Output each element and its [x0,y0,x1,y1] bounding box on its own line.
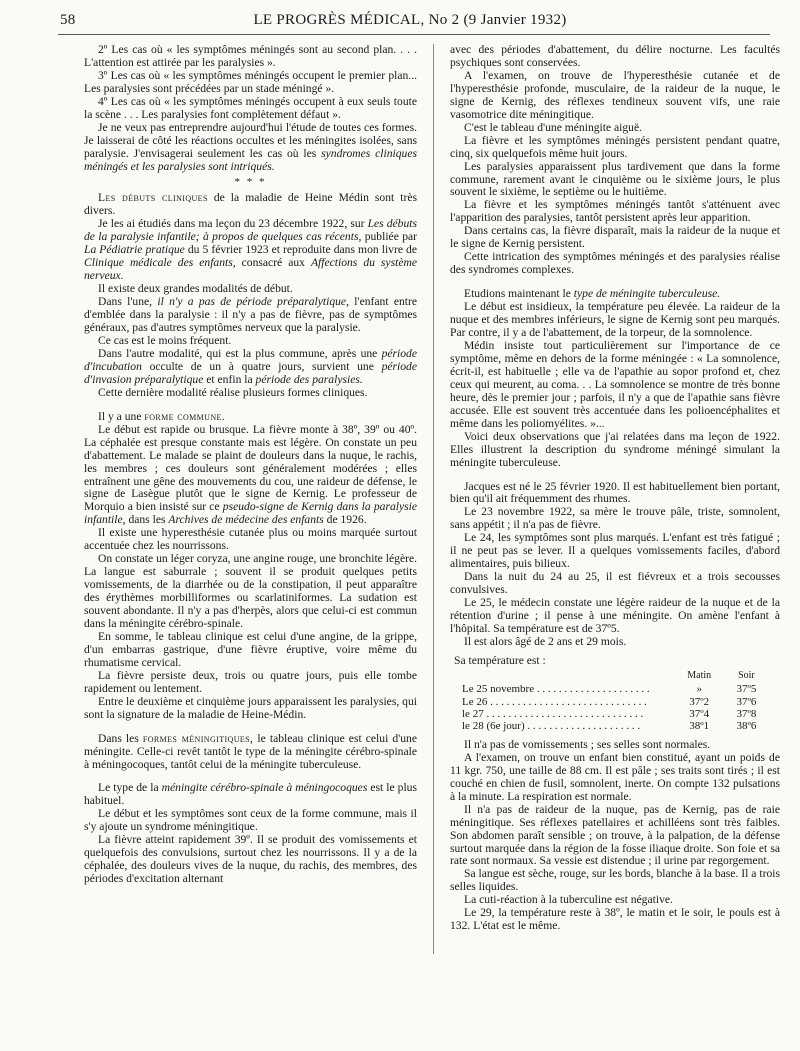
paragraph: A l'examen, on trouve de l'hyperesthésie cutanée et de l'hyperesthésie profonde, musculaire, de la raideur de la nuque, le signe de Kernig, des réflexes tendineux souvent vifs, une raie vasomotrice dite méningitique. [450,68,780,121]
table-row: Le 26 . . . . . . . . . . . . . . . . . . . . . . . . . . . . . 37º2 37º6 [462,695,757,708]
paragraph: Il y a une forme commune. [98,409,226,423]
paragraph: La fièvre atteint rapidement 39º. Il se produit des vomissements et quelquefois des convulsions, surtout chez les nourrissons. Il y a de la céphalée, des douleurs vives de la nuque, du rachis, des membres, des périodes d'excitation alternant [84,833,417,886]
paragraph: Dans les formes méningitiques, le tableau clinique est celui d'une méningite. Celle-ci revêt tantôt le type de la méningite cérébro-spinale à méningocoques, tantôt celui de la méningite tuberculeuse. [84,731,417,771]
paragraph: Jacques est né le 25 février 1920. Il est habituellement bien portant, bien qu'il ait fréquemment des rhumes. [450,479,780,506]
paragraph: Je ne veux pas entreprendre aujourd'hui l'étude de toutes ces formes. Je laisserai de côté les réactions occultes et les méningites isolées, sans paralysie. J'envisagerai seulement les cas où les syndromes cliniques méningés et les paralysies sont intriqués. [84,120,417,173]
paragraph: C'est le tableau d'une méningite aiguë. [464,120,643,134]
section-stars: * * * [234,175,267,188]
paragraph: Il n'a pas de raideur de la nuque, pas de Kernig, pas de raie méningitique. Ses réflexes patellaires et achilléens sont très faibles. Son abdomen paraît sensible ; on trouve, à la palpation, de la défense surtout marquée dans la région de la fosse iliaque droite. Son foie et sa rate sont normaux. Sa vessie est distendue ; il urine par regorgement. [450,802,780,868]
temperature-head-evening: Soir [738,669,755,681]
paragraph: La cuti-réaction à la tuberculine est négative. [464,893,673,907]
paragraph: Il n'a pas de vomissements ; ses selles sont normales. [464,737,711,751]
paragraph: On constate un léger coryza, une angine rouge, une bronchite légère. La langue est saburrale ; souvent il se produit quelques petits vomissements, de la diarrhée ou de la constipation, il peut apparaître des érythèmes morbilliformes ou scarlatiniformes. La sudation est souvent abondante. Il n'y a pas d'herpès, alors que celui-ci est commun dans la méningite cérébro-spinale. [84,552,417,630]
paragraph: Le début et les symptômes sont ceux de la forme commune, mais il s'y ajoute un syndrome méningitique. [84,807,417,834]
paragraph: Cette intrication des symptômes méningés et des paralysies réalise des syndromes complexes. [450,250,780,277]
table-row: le 28 (6e jour) . . . . . . . . . . . . . . . . . . . . . 38º1 38º6 [462,720,757,733]
paragraph: Il existe deux grandes modalités de début. [98,282,293,296]
paragraph: Le début est insidieux, la température peu élevée. La raideur de la nuque et des membres inférieurs, le signe de Kernig sont peu marqués. Par contre, il y a de l'abattement, de la torpeur, de la somnolence. [450,300,780,340]
paragraph: Le 24, les symptômes sont plus marqués. L'enfant est très fatigué ; il ne peut pas se lever. Il a quelques vomissements faciles, d'abord alimentaires, puis bilieux. [450,531,780,571]
paragraph: Les débuts cliniques de la maladie de Heine Médin sont très divers. [84,191,418,218]
page-header [60,12,760,32]
paragraph: Dans l'une, il n'y a pas de période préparalytique, l'enfant entre d'emblée dans la paralysie : il n'y a pas de fièvre, pas de symptômes généraux, pas d'autres symptômes nerveux que la paralysie. [84,295,417,335]
paragraph: La fièvre et les symptômes méningés tantôt s'atténuent avec l'apparition des paralysies, tantôt persistent après leur apparition. [450,198,780,225]
temperature-head-morning: Matin [687,669,712,681]
paragraph: En somme, le tableau clinique est celui d'une angine, de la grippe, d'un embarras gastrique, d'une fièvre éruptive, voire même du rhumatisme cervical. [84,629,417,669]
right-column [450,44,780,933]
paragraph: Sa langue est sèche, rouge, sur les bords, blanche à la base. Il a trois selles liquides. [450,867,780,894]
paragraph: 2º Les cas où « les symptômes méningés sont au second plan. . . . L'attention est attirée par les paralysies ». [84,43,417,69]
paragraph: Etudions maintenant le type de méningite tuberculeuse. [464,287,721,301]
paragraph: Il existe une hyperesthésie cutanée plus ou moins marquée surtout accentuée chez les nourrissons. [84,526,417,553]
paragraph: Dans certains cas, la fièvre disparaît, mais la raideur de la nuque et le signe de Kernig persistent. [450,224,780,251]
left-column [84,44,417,886]
paragraph: Le 23 novembre 1922, sa mère le trouve pâle, triste, somnolent, sans appétit ; il n'a pas de fièvre. [450,505,780,532]
paragraph: Le début est rapide ou brusque. La fièvre monte à 38º, 39º ou 40º. La céphalée est presque constante mais est légère. On constate un peu d'abattement. Le malade se plaint de douleurs dans la nuque, le rachis, les membres ; ces douleurs sont généralement modérées ; elles entraînent une gêne des mouvements du cou, une raideur de défense, le signe de Lasègue plutôt que le signe de Kernig. Le professeur de Morquio a bien insisté sur ce pseudo-signe de Kernig dans la paralysie infantile, dans les Archives de médecine des enfants de 1926. [84,422,418,527]
paragraph: Entre le deuxième et cinquième jours apparaissent les paralysies, qui sont la signature de la maladie de Heine-Médin. [84,694,417,721]
header-rule [58,34,770,35]
paragraph: Je les ai étudiés dans ma leçon du 23 décembre 1922, sur Les débuts de la paralysie infantile; à propos de quelques cas récents, publiée par La Pédiatrie pratique du 5 février 1923 et reproduite dans mon livre de Clinique médicale des enfants, consacré aux Affections du système nerveux. [84,217,418,283]
temperature-table [460,670,770,733]
table-row: Le 25 novembre . . . . . . . . . . . . . . . . . . . . . » 37º5 [462,683,757,696]
paragraph: A l'examen, on trouve un enfant bien constitué, ayant un poids de 11 kgr. 750, une taille de 88 cm. Il est pâle ; ses traits sont tirés ; il est couché en chien de fusil, somnolent, inerte. On compte 132 pulsations à la minute. La respiration est normale. [450,750,780,803]
paragraph: avec des périodes d'abattement, du délire nocturne. Les facultés psychiques sont conservées. [450,43,780,69]
paragraph: 3º Les cas où « les symptômes méningés occupent le premier plan... Les paralysies sont précédées par un stade méningé ». [84,68,417,95]
paragraph: Il est alors âgé de 2 ans et 29 mois. [464,634,627,648]
paragraph: 4º Les cas où « les symptômes méningés occupent à eux seuls toute la scène . . . Les paralysies font complètement défaut ». [84,94,417,121]
paragraph: Le type de la méningite cérébro-spinale à méningocoques est le plus habituel. [84,781,417,808]
temperature-title: Sa température est : [454,653,546,667]
page-number: 58 [60,12,76,28]
paragraph: Médin insiste tout particulièrement sur l'importance de ce symptôme, même en dehors de la forme méningée : « La somnolence, écrit-il, est habituelle ; elle va de l'apathie au sopor profond et, chez ceux qui meurent, au coma. . . La somnolence se montre de très bonne heure, dès le premier jour ; parfois, il n'y a que de l'apathie sans fièvre accusée. Elle est souvent très accentuée dans les polioencéphalites et même dans les poliomyélites. »... [450,338,780,430]
paragraph: Le 29, la température reste à 38º, le matin et le soir, le pouls est à 132. L'état est le même. [450,906,780,933]
paragraph: Les paralysies apparaissent plus tardivement que dans la forme commune, rarement avant le cinquième ou le sixième jours, le plus souvent le sixième, le septième ou le huitième. [450,159,780,199]
paragraph: Dans l'autre modalité, qui est la plus commune, après une période d'incubation occulte de un à quatre jours, survient une période d'invasion préparalytique et enfin la période des paralysies. [84,346,417,386]
column-divider [433,44,434,954]
paragraph: La fièvre et les symptômes méningés persistent pendant quatre, cinq, six quelquefois même huit jours. [450,133,780,160]
paragraph: Dans la nuit du 24 au 25, il est fiévreux et a trois secousses convulsives. [450,570,780,597]
paragraph: Cette dernière modalité réalise plusieurs formes cliniques. [98,385,368,399]
paragraph: La fièvre persiste deux, trois ou quatre jours, puis elle tombe rapidement ou lentement. [84,668,417,695]
paragraph: Le 25, le médecin constate une légère raideur de la nuque et de la rétention d'urine ; il pense à une méningite. On amène l'enfant à l'hôpital. Sa température est de 37º5. [450,596,780,635]
paragraph: Voici deux observations que j'ai relatées dans ma leçon de 1922. Elles illustrent la description du syndrome méningé simulant la méningite tuberculeuse. [450,429,780,469]
table-row: le 27 . . . . . . . . . . . . . . . . . . . . . . . . . . . . . 37º4 37º8 [462,708,757,721]
running-title: LE PROGRÈS MÉDICAL, No 2 (9 Janvier 1932) [253,12,567,28]
paragraph: Ce cas est le moins fréquent. [98,333,232,347]
